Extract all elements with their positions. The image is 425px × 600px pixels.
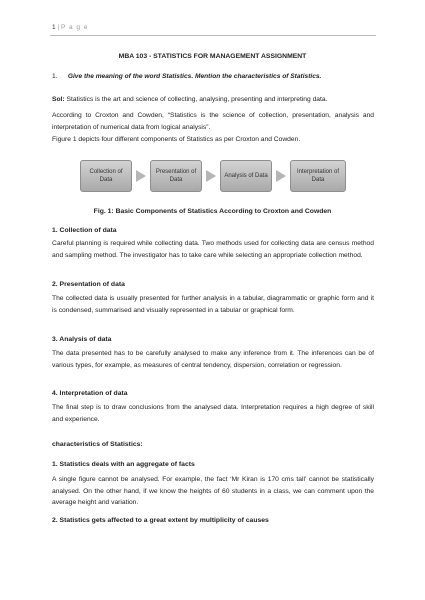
diagram-box-presentation: Presentation of Data [150,160,202,192]
figure-caption: Fig. 1: Basic Components of Statistics According to Croxton and Cowden [93,208,332,215]
sol-text: Statistics is the art and science of collecting, analysing, presenting and interpreting data. [66,96,328,103]
header-separator: | [57,24,60,31]
section-text: The final step is to draw conclusions from the analysed data. Interpretation requires a high degree of skill and experience. [52,404,374,423]
arrow-icon [136,170,146,182]
characteristic-heading: 1. Statistics deals with an aggregate of facts [52,461,195,468]
characteristic-text: A single figure cannot be analysed. For example, the fact ‘Mr Kiran is 170 cms tall’ cannot be statistically analysed. On the other hand, if we know the heights of 60 students in a class, we can comment upon the average height and variation. [52,476,374,507]
croxton-definition: According to Croxton and Cowden, “Statistics is the science of collection, presentation, analysis and interpretation of numerical data from logical analysis”. [52,112,374,131]
page-label: P a g e [60,24,89,31]
section-text: The collected data is usually presented for further analysis in a tabular, diagrammatic or graphic form and it is condensed, summarised and visually represented in a tabular or graphical form. [52,295,374,314]
document-title: MBA 103 - STATISTICS FOR MANAGEMENT ASSIGNMENT [118,53,307,60]
question-number: 1. [52,73,58,80]
section-heading: 3. Analysis of data [52,336,112,343]
question-text: Give the meaning of the word Statistics. Mention the characteristics of Statistics. [67,73,322,80]
header-divider [50,35,376,36]
diagram-box-collection: Collection of Data [80,160,132,192]
arrow-icon [276,170,286,182]
page-header [52,24,88,31]
section-heading: 2. Presentation of data [52,281,125,288]
arrow-icon [206,170,216,182]
diagram-box-analysis: Analysis of Data [220,160,272,192]
section-text: The data presented has to be carefully analysed to make any inference from it. The inferences can be of various types, for example, as measures of central tendency, dispersion, correlation or regression. [52,350,374,369]
section-heading: 4. Interpretation of data [52,390,128,397]
characteristic-heading: 2. Statistics gets affected to a great extent by multiplicity of causes [52,517,269,524]
diagram-box-interpretation: Interpretation of Data [290,160,346,192]
page-number: 1 [52,24,56,31]
section-text: Careful planning is required while collecting data. Two methods used for collecting data are census method and sampling method. The investigator has to take care while selecting an appropriate collection method. [52,240,374,259]
section-heading: 1. Collection of data [52,227,117,234]
characteristics-heading: characteristics of Statistics: [52,441,143,448]
figure-intro: Figure 1 depicts four different components of Statistics as per Croxton and Cowden. [52,136,301,143]
solution-paragraph [52,94,374,106]
sol-label: Sol: [52,96,65,103]
question-1 [52,73,321,80]
components-diagram [80,160,346,194]
